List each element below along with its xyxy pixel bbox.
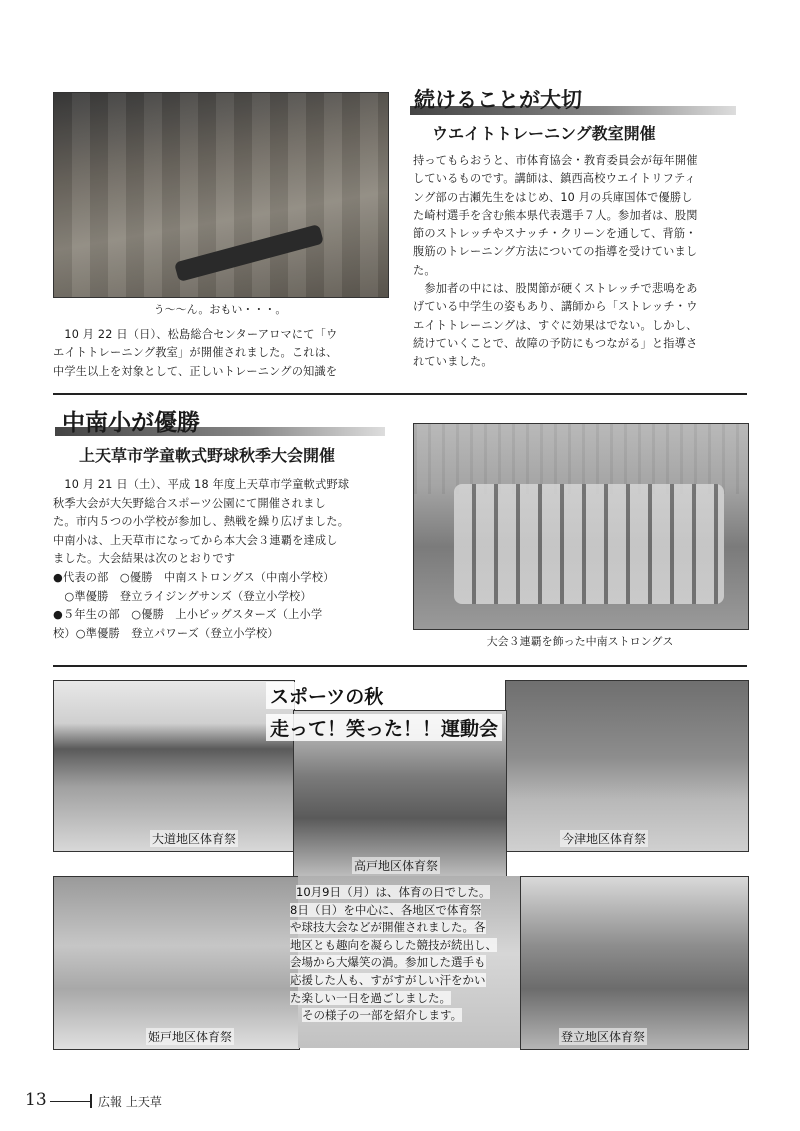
page-number: 13 — [25, 1090, 47, 1110]
sports-feature-subtitle: 走って！笑った！！運動会 — [266, 714, 502, 741]
section-divider — [53, 665, 747, 667]
section-heading: 続けることが大切 — [414, 87, 582, 112]
section-divider — [53, 393, 747, 395]
baseball-team-photo — [413, 423, 749, 630]
publication-name: 広報 上天草 — [98, 1095, 162, 1109]
photo-label: 姫戸地区体育祭 — [148, 1030, 233, 1044]
weight-training-photo — [53, 92, 389, 298]
himedo-festival-photo — [53, 876, 300, 1050]
photo-label: 登立地区体育祭 — [561, 1030, 646, 1044]
section-heading: 中南小が優勝 — [62, 409, 200, 436]
photo-caption: う～～ん。おもい・・・。 — [153, 303, 287, 316]
oomichi-festival-photo — [53, 680, 295, 852]
photo-label: 高戸地区体育祭 — [354, 859, 439, 873]
sports-feature-title: スポーツの秋 — [266, 682, 387, 709]
imazu-festival-photo — [505, 680, 749, 852]
sports-feature-text: 10月9日（月）は、体育の日でした。 8日（日）を中心に、各地区で体育祭 や球技大会などが開催されました。各 地区とも趣向を凝らした競技が続出し、 会場から大爆笑の渦。参加した選手も 応援した人も、すがすがしい汗をかい た楽しい一日を過ごしました。 その様子の一部を紹介します。 — [290, 885, 497, 1023]
section-subheading: ウエイトトレーニング教室開催 — [432, 124, 656, 143]
article-text-baseball: 10 月 21 日（土）、平成 18 年度上天草市学童軟式野球 秋季大会が大矢野総合スポーツ公園にて開催されまし た。市内５つの小学校が参加し、熱戦を繰り広げました。 中南小は、上天草市になってから本大会３連覇を達成し ました。大会結果は次のとおりです ●代表の部 ○優勝 中南ストロングス（中南小学校） ○準優勝 登立ライジングサンズ（登立小学校） ●５年生の部 ○優勝 上小ビッグスターズ（上小学 校）○準優勝 登立パワーズ（登立小学校） — [53, 478, 350, 640]
noboritate-festival-photo — [520, 876, 749, 1050]
footer-rule — [50, 1101, 90, 1102]
article-text-left: 10 月 22 日（日）、松島総合センターアロマにて「ウ エイトトレーニング教室」が開催されました。これは、 中学生以上を対象として、正しいトレーニングの知識を — [53, 328, 338, 378]
article-text-right: 持ってもらおうと、市体育協会・教育委員会が毎年開催 しているものです。講師は、鎮西高校ウエイトリフティ ング部の古瀬先生をはじめ、10 月の兵庫国体で優勝し た崎村選手を含む熊本県代表選手７人。参加者は、股関 節のストレッチやスナッチ・クリーンを通して、背筋・ 腹筋のトレーニング方法についての指導を受けていまし た。 参加者の中には、股関節が硬くストレッチで悲鳴をあ げている中学生の姿もあり、講師から「ストレッチ・ウ エイトトレーニングは、すぐに効果はでない。しかし、 続けていくことで、故障の予防にもつながる」と指導さ れていました。 — [413, 154, 698, 369]
photo-label: 大道地区体育祭 — [152, 832, 237, 846]
footer-tick — [90, 1094, 92, 1108]
photo-caption: 大会３連覇を飾った中南ストロングス — [486, 635, 674, 648]
photo-label: 今津地区体育祭 — [562, 832, 647, 846]
section-subheading: 上天草市学童軟式野球秋季大会開催 — [79, 446, 336, 465]
